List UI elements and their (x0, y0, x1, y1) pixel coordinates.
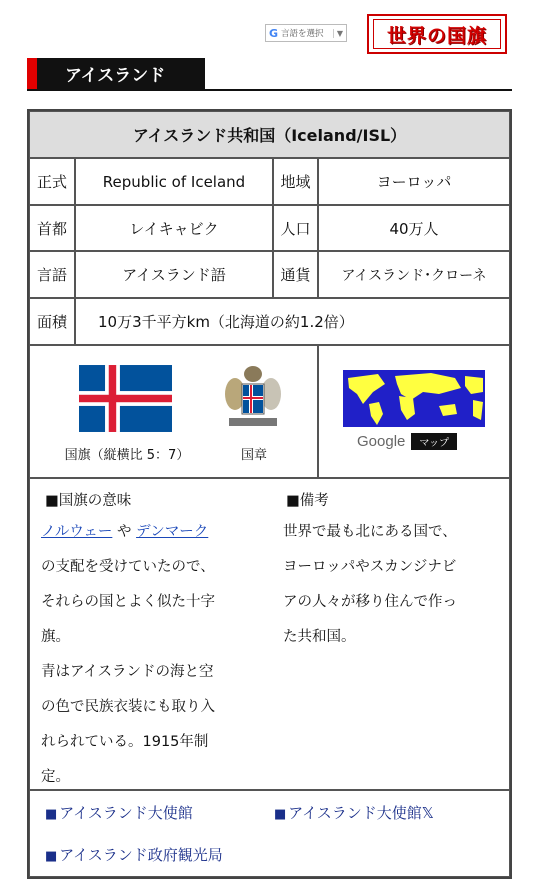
label-population: 人口 (273, 205, 318, 251)
label-capital: 首都 (29, 205, 75, 251)
value-region: ヨーロッパ (318, 158, 510, 205)
value-official: Republic of Iceland (75, 158, 273, 205)
emblem-caption: 国章 (240, 448, 267, 463)
site-logo-text: 世界の国旗 (373, 19, 501, 49)
translate-select[interactable] (265, 24, 347, 42)
notes-title: ■備考 (286, 493, 329, 509)
translate-label: 言語を選択 (281, 29, 324, 39)
value-capital: レイキャビク (75, 205, 273, 251)
link-embassy[interactable]: ■ アイスランド大使館 (45, 804, 193, 822)
google-logo: Google (357, 433, 406, 450)
world-map-image[interactable] (343, 370, 485, 427)
site-logo[interactable] (367, 14, 507, 54)
value-language: アイスランド語 (75, 251, 273, 298)
google-g-icon: G (269, 26, 279, 40)
flag-meaning-text: ノルウェー や デンマーク の支配を受けていたので、 それらの国とよく似た十字 旗。 青はアイスランドの海と空 の色で民族衣装にも取り入 れられている。1915年制 定。 (41, 524, 215, 785)
label-language: 言語 (29, 251, 75, 298)
flag-caption: 国旗（縦横比 5：7） (64, 448, 190, 463)
link-tourism-board[interactable]: ■ アイスランド政府観光局 (45, 846, 223, 864)
link-denmark[interactable]: デンマーク (136, 524, 209, 540)
label-region: 地域 (273, 158, 318, 205)
divider (27, 89, 512, 91)
label-area: 面積 (29, 298, 75, 345)
page-title: アイスランド (65, 66, 166, 86)
iceland-flag-image (79, 365, 172, 432)
value-currency: アイスランド･クローネ (318, 251, 510, 298)
link-norway[interactable]: ノルウェー (41, 524, 113, 540)
banner-accent (27, 58, 37, 89)
label-official: 正式 (29, 158, 75, 205)
value-area: 10万3千平方km（北海道の約1.2倍） (75, 298, 510, 345)
chevron-down-icon: ▼ (333, 29, 346, 38)
label-currency: 通貨 (273, 251, 318, 298)
flag-meaning-title: ■国旗の意味 (45, 493, 132, 509)
notes-text: 世界で最も北にある国で、 ヨーロッパやスカンジナビ アの人々が移り住んで作っ た共和国。 (283, 524, 457, 645)
google-map-link[interactable] (357, 433, 457, 450)
link-embassy-x[interactable]: ■ アイスランド大使館𝕏 (274, 804, 434, 822)
country-full-title: アイスランド共和国（Iceland/ISL） (29, 111, 510, 158)
country-card (27, 109, 512, 879)
map-label: マップ (411, 433, 457, 450)
value-population: 40万人 (318, 205, 510, 251)
coat-of-arms-icon (221, 364, 285, 432)
